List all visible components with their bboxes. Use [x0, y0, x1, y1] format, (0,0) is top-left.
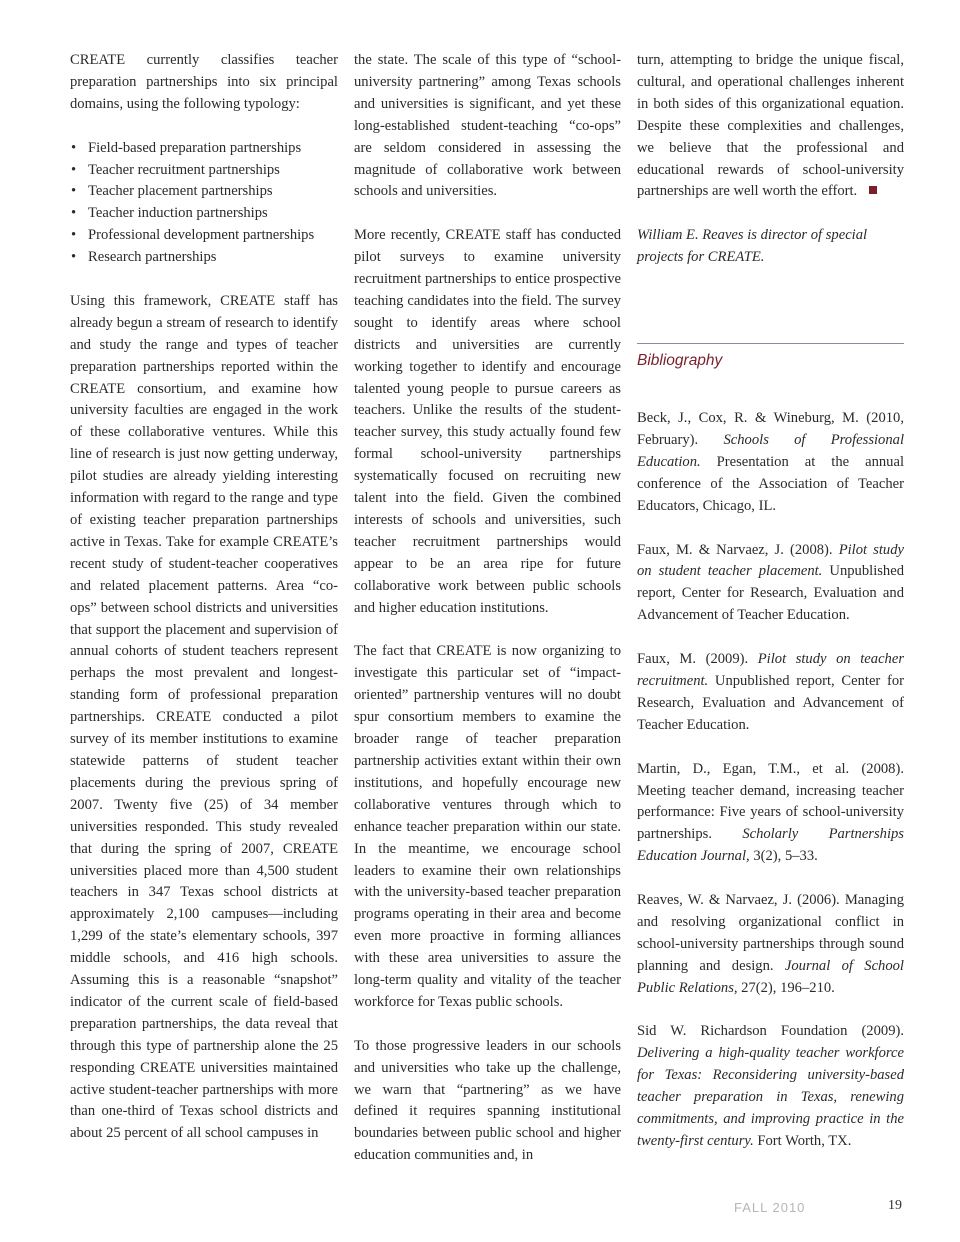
body-paragraph: More recently, CREATE staff has conducted pilot surveys to examine university recruitment partnerships to entice prospective teaching candidates into the field. The survey sought to identify areas where school districts and universities are currently working together to identify and encourage talented young people to pursue careers as teachers. Unlike the results of the student-teacher survey, this study actually found few formal school-university partnerships systematically focused on recruiting new talent into the field. Given the combined interests of schools and universities, such teacher recruitment partnerships would appear to be an area ripe for future collaborative work between public schools and higher education institutions. — [354, 227, 621, 616]
author-note: William E. Reaves is director of special projects for CREATE. — [637, 227, 868, 266]
bibliography-heading: Bibliography — [637, 352, 723, 370]
bibliography-entry — [637, 649, 904, 737]
citation-authors: Reaves, W. & Narvaez, J. (2006). Managing and resolving organizational conflict in school-university partnerships through sound planning and design. — [637, 892, 904, 974]
body-paragraph: The fact that CREATE is now organizing to investigate this particular set of “impact-oriented” partnership ventures will no doubt spur consortium members to examine the broader range of teacher preparation partnership activities extant within their own institutions, and hopefully encourage new collaborative ventures through which to enhance teacher preparation within our state. In the meantime, we encourage school leaders to examine their own relationships with the university-based teacher preparation programs operating in their area and become even more proactive in forming alliances with these area universities to assure the long-term quality and vitality of the teacher workforce for Texas public schools. — [354, 643, 621, 1010]
closing-paragraph — [637, 50, 904, 203]
citation-authors: Beck, J., Cox, R. & Wineburg, M. (2010, February). — [637, 410, 904, 449]
citation-title: Scholarly Partnerships Education Journal, — [637, 826, 904, 865]
citation-details: 3(2), 5–33. — [749, 848, 818, 865]
bibliography-entry — [637, 408, 904, 518]
list-item: • Teacher induction partnerships — [70, 203, 338, 225]
body-paragraph: To those progressive leaders in our schools and universities who take up the challenge, we warn that “partnering” as we have defined it requires spanning institutional boundaries between public school and higher education communities and, in — [354, 1037, 621, 1164]
column-2 — [354, 50, 621, 1189]
footer-issue: FALL 2010 — [734, 1200, 806, 1215]
citation-authors: Martin, D., Egan, T.M., et al. (2008). Meeting teacher demand, increasing teacher performance: Five years of school-university partnerships. — [637, 760, 904, 843]
citation-title: Journal of School Public Relations, — [637, 957, 904, 996]
citation-details: Unpublished report, Center for Research, Evaluation and Advancement of Teacher Education. — [637, 673, 904, 733]
closing-text: turn, attempting to bridge the unique fiscal, cultural, and operational challenges inherent in both sides of this organizational equation. Despite these complexities and challenges, we believe that the professional and educational rewards of school-university partnerships are well worth the effort. — [637, 52, 904, 200]
bibliography-entry — [637, 890, 904, 1000]
column-1 — [70, 50, 338, 1167]
bibliography-list — [637, 408, 904, 1153]
citation-title: Pilot study on teacher recruitment. — [637, 651, 905, 689]
list-item: • Field-based preparation partnerships — [70, 138, 338, 160]
bibliography-entry — [637, 1021, 904, 1152]
column-3 — [637, 50, 904, 1175]
list-item: • Teacher recruitment partnerships — [70, 160, 338, 182]
citation-title: Schools of Professional Education. — [637, 432, 904, 470]
citation-authors: Sid W. Richardson Foundation (2009). — [637, 1023, 904, 1040]
citation-authors: Faux, M. & Narvaez, J. (2008). — [637, 541, 839, 558]
citation-title: Delivering a high-quality teacher workforce for Texas: Reconsidering university-based teacher preparation in Texas, renewing commitments, and improving practice in the twenty-first century. — [637, 1045, 904, 1149]
citation-details: 27(2), 196–210. — [737, 979, 835, 996]
bibliography-entry — [637, 759, 904, 869]
citation-authors: Faux, M. (2009). — [637, 651, 758, 668]
body-paragraph: Using this framework, CREATE staff has already begun a stream of research to identify and study the range and types of teacher preparation partnerships reported within the CREATE consortium, and examine how university faculties are engaged in the work of these collaborative ventures. While this line of research is just now getting underway, pilot studies are already yielding interesting information with regard to the range and type of existing teacher preparation partnerships active in Texas. Take for example CREATE’s recent study of student-teacher cooperatives and related placement patterns. Area “co-ops” between school districts and universities that support the placement and supervision of annual cohorts of student teachers represent perhaps the most prevalent and longest-standing form of professional preparation partnerships. CREATE conducted a pilot survey of its member institutions to examine statewide patterns of student teacher placements during the previous spring of 2007. Twenty five (25) of 34 member universities responded. This study revealed that during the spring of 2007, CREATE universities placed more than 4,500 student teachers in 347 Texas school districts at approximately 2,100 campuses—including 1,299 of the state’s elementary schools, 397 middle schools, and 416 high schools. Assuming this is a reasonable “snapshot” indicator of the current scale of field-based preparation partnerships, the data reveal that through this type of partnership alone the 25 responding CREATE universities maintained active student-teacher partnerships with more than one-third of Texas school districts and about 25 percent of all school campuses in — [70, 292, 338, 1142]
list-item: • Research partnerships — [70, 247, 338, 269]
citation-details: Fort Worth, TX. — [753, 1132, 852, 1149]
citation-details: Presentation at the annual conference of the Association of Teacher Educators, Chicago, IL. — [637, 453, 904, 514]
citation-details: Unpublished report, Center for Research, Evaluation and Advancement of Teacher Education. — [637, 563, 904, 624]
list-item: • Teacher placement partnerships — [70, 181, 338, 203]
bibliography-entry — [637, 540, 904, 628]
intro-paragraph: CREATE currently classifies teacher preparation partnerships into six principal domains, using the following typology: — [70, 52, 338, 112]
citation-title: Pilot study on student teacher placement. — [637, 541, 904, 580]
typology-list — [70, 138, 338, 269]
body-paragraph: the state. The scale of this type of “school-university partnering” among Texas schools and universities is significant, and yet these long-established student-teaching “co-ops” are seldom considered in assessing the magnitude of collaborative work between schools and universities. — [354, 52, 621, 200]
page-number: 19 — [888, 1198, 902, 1213]
section-divider — [637, 343, 904, 344]
end-of-article-square-icon — [869, 186, 877, 194]
list-item: • Professional development partnerships — [70, 225, 338, 247]
